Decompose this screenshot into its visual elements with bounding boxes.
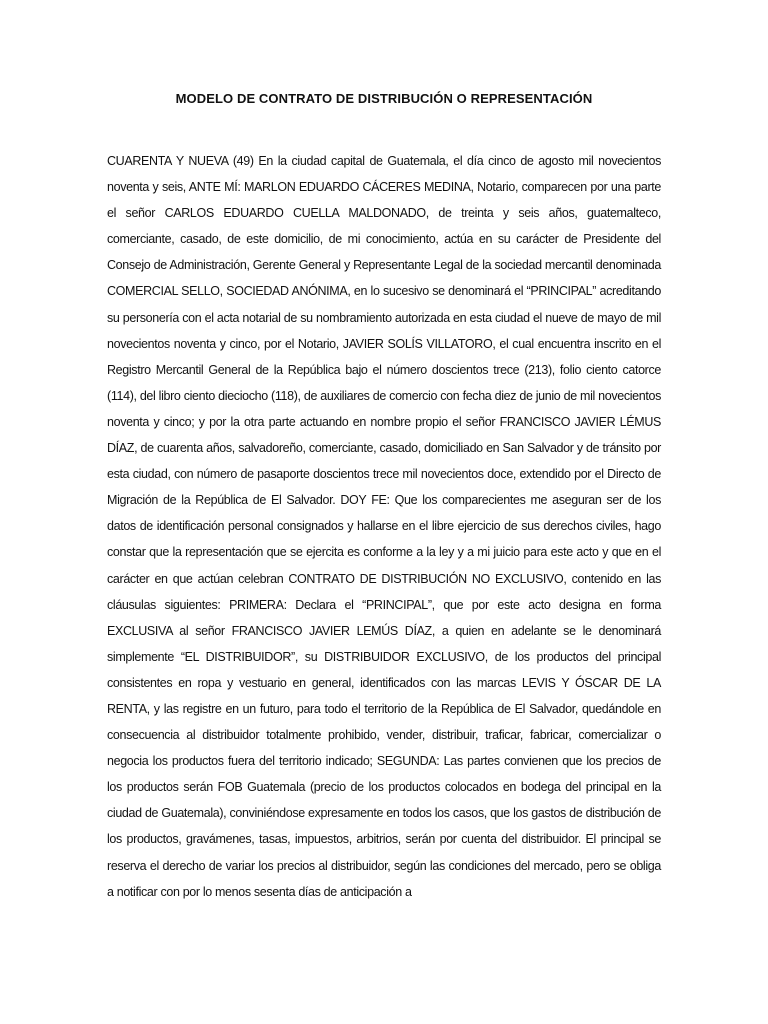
document-body: CUARENTA Y NUEVA (49) En la ciudad capital de Guatemala, el día cinco de agosto mil novecientos noventa y seis, ANTE MÍ: MARLON EDUARDO CÁCERES MEDINA, Notario, comparecen por una parte el señor CARLOS EDUARDO CUELLA MALDONADO, de treinta y seis años, guatemalteco, comerciante, casado, de este domicilio, de mi conocimiento, actúa en su carácter de Presidente del Consejo de Administración, Gerente General y Representante Legal de la sociedad mercantil denominada COMERCIAL SELLO, SOCIEDAD ANÓNIMA, en lo sucesivo se denominará el “PRINCIPAL” acreditando su personería con el acta notarial de su nombramiento autorizada en esta ciudad el nueve de mayo de mil novecientos noventa y cinco, por el Notario, JAVIER SOLÍS VILLATORO, el cual encuentra inscrito en el Registro Mercantil General de la República bajo el número doscientos trece (213), folio ciento catorce (114), del libro ciento dieciocho (118), de auxiliares de comercio con fecha diez de junio de mil novecientos noventa y cinco; y por la otra parte actuando en nombre propio el señor FRANCISCO JAVIER LÉMUS DÍAZ, de cuarenta años, salvadoreño, comerciante, casado, domiciliado en San Salvador y de tránsito por esta ciudad, con número de pasaporte doscientos trece mil novecientos doce, extendido por el Directo de Migración de la República de El Salvador. DOY FE: Que los comparecientes me aseguran ser de los datos de identificación personal consignados y hallarse en el libre ejercicio de sus derechos civiles, hago constar que la representación que se ejercita es conforme a la ley y a mi juicio para este acto y que en el carácter en que actúan celebran CONTRATO DE DISTRIBUCIÓN NO EXCLUSIVO, contenido en las cláusulas siguientes: PRIMERA: Declara el “PRINCIPAL”, que por este acto designa en forma EXCLUSIVA al señor FRANCISCO JAVIER LEMÚS DÍAZ, a quien en adelante se le denominará simplemente “EL DISTRIBUIDOR”, su DISTRIBUIDOR EXCLUSIVO, de los productos del principal consistentes en ropa y vestuario en general, identificados con las marcas LEVIS Y ÓSCAR DE LA RENTA, y las registre en un futuro, para todo el territorio de la República de El Salvador, quedándole en consecuencia al distribuidor totalmente prohibido, vender, distribuir, traficar, fabricar, comercializar o negocia los productos fuera del territorio indicado; SEGUNDA: Las partes convienen que los precios de los productos serán FOB Guatemala (precio de los productos colocados en bodega del principal en la ciudad de Guatemala), conviniéndose expresamente en todos los casos, que los gastos de distribución de los productos, gravámenes, tasas, impuestos, arbitrios, serán por cuenta del distribuidor. El principal se reserva el derecho de variar los precios al distribuidor, según las condiciones del mercado, pero se obliga a notificar con por lo menos sesenta días de anticipación a [107, 154, 661, 899]
document-title: MODELO DE CONTRATO DE DISTRIBUCIÓN O REPRESENTACIÓN [175, 91, 593, 106]
